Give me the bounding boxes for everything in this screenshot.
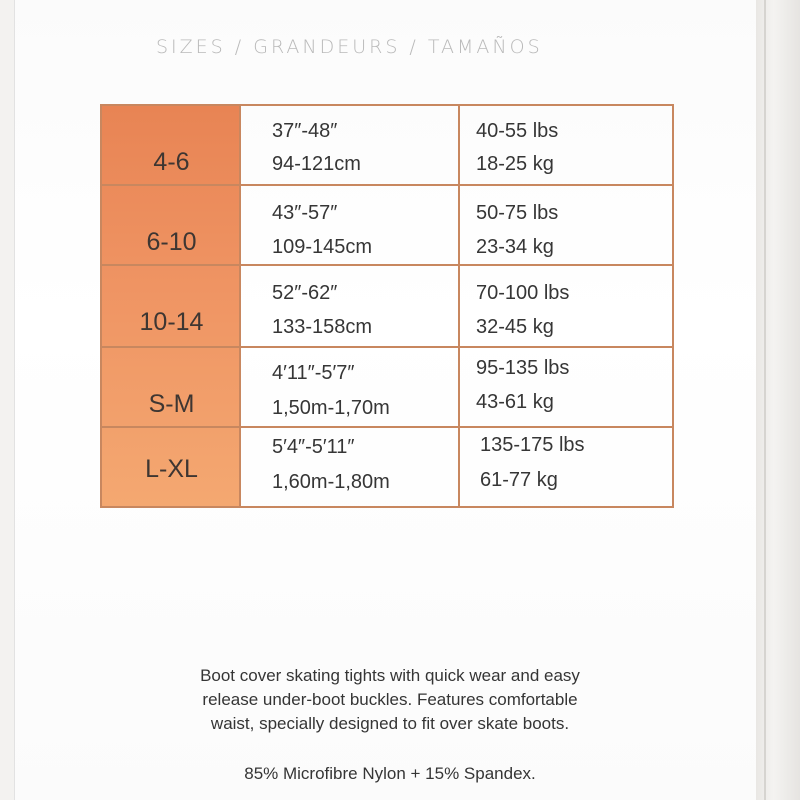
table-row bbox=[102, 106, 672, 186]
height-inches: 37″-48″ bbox=[272, 120, 338, 142]
description-line: Boot cover skating tights with quick wear and easy bbox=[200, 666, 580, 685]
height-cm: 1,60m-1,80m bbox=[272, 471, 390, 493]
weight-kg: 32-45 kg bbox=[476, 316, 554, 338]
height-inches: 5′4″-5′11″ bbox=[272, 436, 355, 458]
size-label: S-M bbox=[148, 390, 195, 418]
material-composition: 85% Microfibre Nylon + 15% Spandex. bbox=[244, 764, 536, 783]
product-description bbox=[100, 664, 680, 736]
weight-kg: 18-25 kg bbox=[476, 153, 554, 175]
height-cm: 1,50m-1,70m bbox=[272, 397, 390, 419]
weight-kg: 23-34 kg bbox=[476, 236, 554, 258]
size-chart-table bbox=[100, 104, 674, 508]
size-label: 4-6 bbox=[153, 148, 190, 176]
table-row bbox=[102, 266, 672, 346]
description-line: waist, specially designed to fit over skate boots. bbox=[210, 714, 570, 733]
weight-lbs: 95-135 lbs bbox=[476, 357, 570, 379]
height-cm: 94-121cm bbox=[272, 153, 361, 175]
height-cm: 133-158cm bbox=[272, 316, 373, 338]
weight-lbs: 40-55 lbs bbox=[476, 120, 559, 142]
size-label: L-XL bbox=[145, 455, 198, 483]
table-row bbox=[102, 348, 672, 428]
table-row bbox=[102, 428, 672, 508]
size-label: 10-14 bbox=[139, 308, 204, 336]
weight-kg: 43-61 kg bbox=[476, 391, 554, 413]
height-inches: 43″-57″ bbox=[272, 202, 338, 224]
size-label: 6-10 bbox=[146, 228, 197, 256]
package-edge bbox=[756, 0, 800, 800]
height-cm: 109-145cm bbox=[272, 236, 373, 258]
sizes-heading: SIZES / GRANDEURS / TAMAÑOS bbox=[156, 36, 543, 58]
description-line: release under-boot buckles. Features comfortable bbox=[202, 690, 578, 709]
weight-lbs: 70-100 lbs bbox=[476, 282, 570, 304]
table-row bbox=[102, 186, 672, 266]
weight-lbs: 50-75 lbs bbox=[476, 202, 559, 224]
height-inches: 4′11″-5′7″ bbox=[272, 362, 355, 384]
package-crease bbox=[764, 0, 766, 800]
weight-kg: 61-77 kg bbox=[480, 469, 558, 491]
weight-lbs: 135-175 lbs bbox=[480, 434, 585, 456]
height-inches: 52″-62″ bbox=[272, 282, 338, 304]
